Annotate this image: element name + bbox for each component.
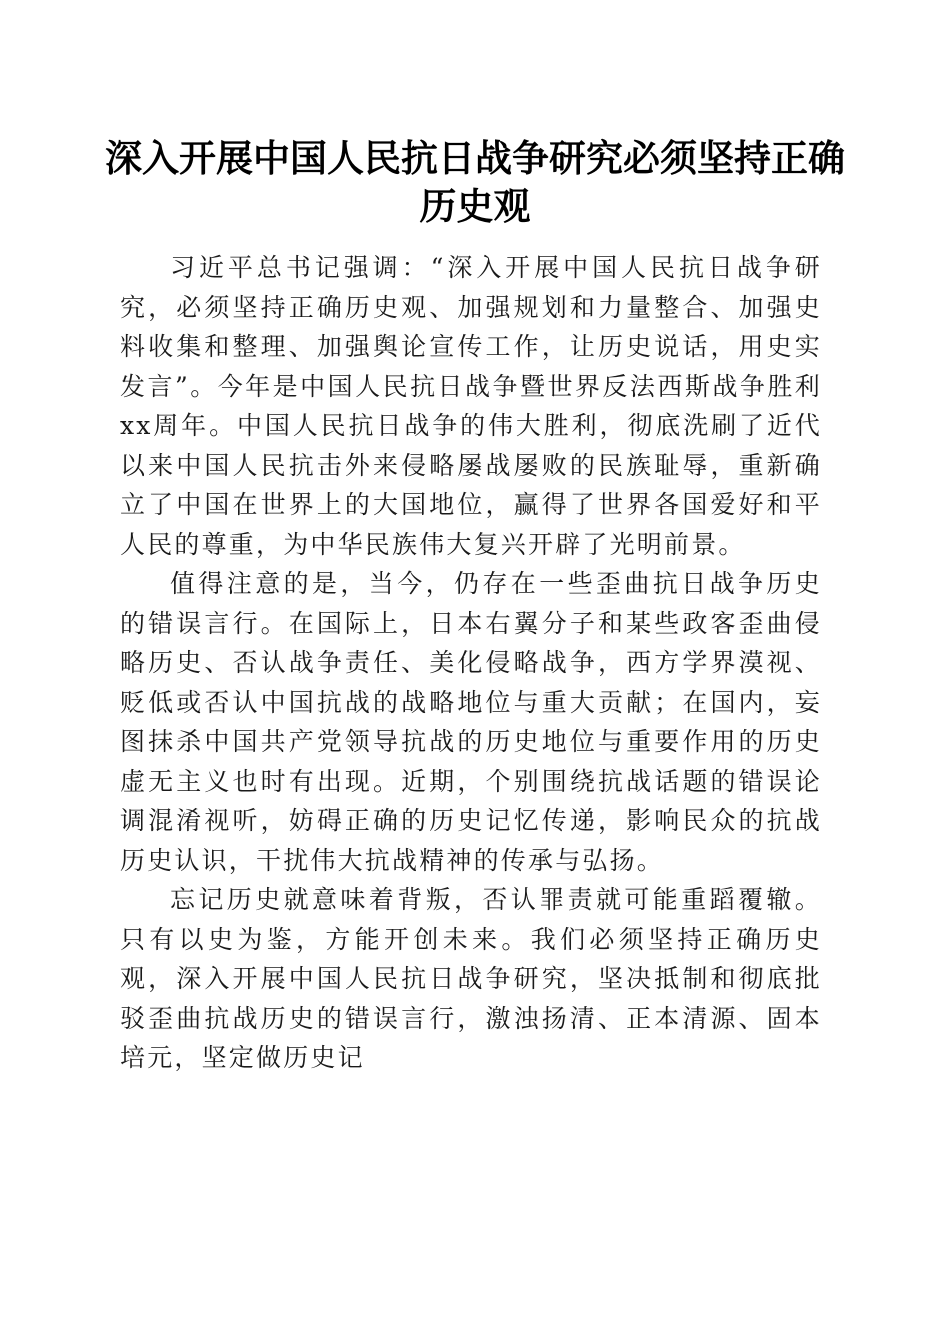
document-body — [120, 248, 822, 1078]
paragraph-2: 值得注意的是，当今，仍存在一些歪曲抗日战争历史的错误言行。在国际上，日本右翼分子和某些政客歪曲侵略历史、否认战争责任、美化侵略战争，西方学界漠视、贬低或否认中国抗战的战略地位与重大贡献；在国内，妄图抹杀中国共产党领导抗战的历史地位与重要作用的历史虚无主义也时有出现。近期，个别围绕抗战话题的错误论调混淆视听，妨碍正确的历史记忆传递，影响民众的抗战历史认识，干扰伟大抗战精神的传承与弘扬。 — [120, 569, 822, 875]
paragraph-1: 习近平总书记强调：“深入开展中国人民抗日战争研究，必须坚持正确历史观、加强规划和力量整合、加强史料收集和整理、加强舆论宣传工作，让历史说话，用史实发言”。今年是中国人民抗日战争暨世界反法西斯战争胜利xx周年。中国人民抗日战争的伟大胜利，彻底洗刷了近代以来中国人民抗击外来侵略屡战屡败的民族耻辱，重新确立了中国在世界上的大国地位，赢得了世界各国爱好和平人民的尊重，为中华民族伟大复兴开辟了光明前景。 — [120, 253, 822, 559]
document-title: 深入开展中国人民抗日战争研究必须坚持正确历史观 — [105, 136, 845, 228]
paragraph-3: 忘记历史就意味着背叛，否认罪责就可能重蹈覆辙。只有以史为鉴，方能开创未来。我们必须坚持正确历史观，深入开展中国人民抗日战争研究，坚决抵制和彻底批驳歪曲抗战历史的错误言行，激浊扬清、正本清源、固本培元，坚定做历史记 — [120, 885, 822, 1072]
